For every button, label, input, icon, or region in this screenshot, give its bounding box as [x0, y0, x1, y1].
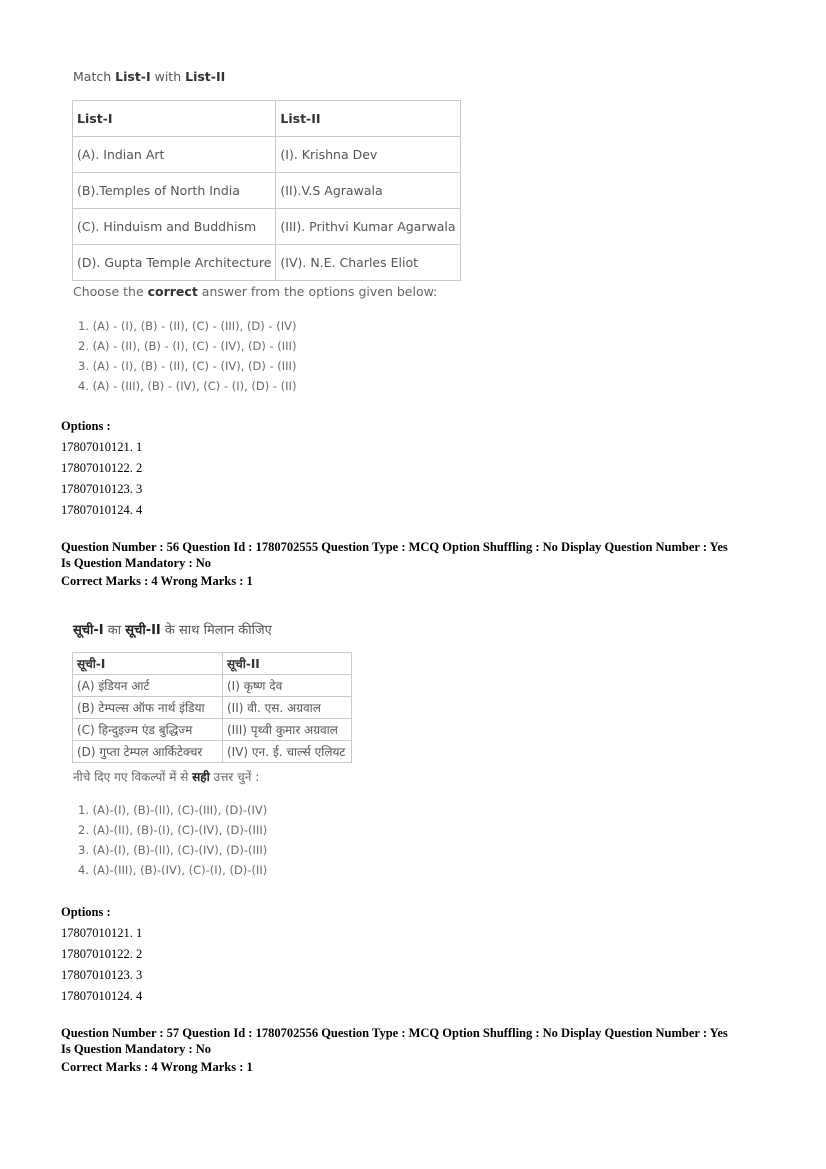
question-meta: [61, 538, 728, 591]
match-table-en: [72, 100, 461, 281]
answer-option: 1. (A) - (I), (B) - (II), (C) - (III), (D) - (IV): [78, 319, 297, 333]
question-meta-line: Question Number : 57 Question Id : 1780702556 Question Type : MCQ Option Shuffling : No Display Question Number : Yes: [61, 1026, 728, 1040]
question-meta-line: Correct Marks : 4 Wrong Marks : 1: [61, 1060, 253, 1074]
answer-options-en: [78, 316, 296, 396]
option-id: 17807010122. 2: [61, 947, 143, 961]
table-cell: (I). Krishna Dev: [276, 137, 460, 173]
answer-option: 3. (A)-(I), (B)-(II), (C)-(IV), (D)-(III): [78, 843, 268, 857]
answer-option: 2. (A)-(II), (B)-(I), (C)-(IV), (D)-(III): [78, 823, 268, 837]
table-header-cell: सूची-I: [73, 653, 223, 675]
table-header-cell: List-II: [276, 101, 460, 137]
question-intro-en: Match List-I with List-II: [73, 69, 226, 84]
table-header-row: [73, 653, 352, 675]
table-cell: (C). Hinduism and Buddhism: [73, 209, 276, 245]
option-id: 17807010124. 4: [61, 989, 143, 1003]
table-row: [73, 697, 352, 719]
table-cell: (B).Temples of North India: [73, 173, 276, 209]
answer-option: 4. (A)-(III), (B)-(IV), (C)-(I), (D)-(II): [78, 863, 268, 877]
options-block: [61, 903, 142, 1006]
answer-option: 2. (A) - (II), (B) - (I), (C) - (IV), (D) - (III): [78, 339, 297, 353]
table-cell: (III). Prithvi Kumar Agarwala: [276, 209, 460, 245]
table-cell: (A). Indian Art: [73, 137, 276, 173]
table-cell: (A) इंडियन आर्ट: [73, 675, 223, 697]
option-id: 17807010121. 1: [61, 440, 143, 454]
table-cell: (I) कृष्ण देव: [223, 675, 352, 697]
table-cell: (B) टेम्पल्स ऑफ नार्थ इंडिया: [73, 697, 223, 719]
match-table-hi: [72, 652, 352, 763]
option-id: 17807010123. 3: [61, 968, 143, 982]
options-label: Options :: [61, 905, 111, 919]
question-intro-hi: सूची-I का सूची-II के साथ मिलान कीजिए: [73, 623, 272, 638]
table-cell: (II) वी. एस. अग्रवाल: [223, 697, 352, 719]
table-cell: (II).V.S Agrawala: [276, 173, 460, 209]
table-cell: (C) हिन्दुइज्म एंड बुद्धिज्म: [73, 719, 223, 741]
table-row: [73, 173, 461, 209]
table-cell: (IV). N.E. Charles Eliot: [276, 245, 460, 281]
table-cell: (D) गुप्ता टेम्पल आर्किटेक्चर: [73, 741, 223, 763]
table-row: [73, 741, 352, 763]
options-label: Options :: [61, 419, 111, 433]
answer-option: 3. (A) - (I), (B) - (II), (C) - (IV), (D) - (III): [78, 359, 297, 373]
choose-instruction-en: Choose the correct answer from the options given below:: [73, 284, 438, 299]
option-id: 17807010123. 3: [61, 482, 143, 496]
answer-option: 1. (A)-(I), (B)-(II), (C)-(III), (D)-(IV): [78, 803, 268, 817]
options-block: [61, 417, 142, 520]
table-row: [73, 137, 461, 173]
option-id: 17807010121. 1: [61, 926, 143, 940]
answer-options-hi: [78, 800, 267, 880]
table-cell: (IV) एन. ई. चार्ल्स एलियट: [223, 741, 352, 763]
table-cell: (III) पृथ्वी कुमार अग्रवाल: [223, 719, 352, 741]
question-meta-line: Correct Marks : 4 Wrong Marks : 1: [61, 574, 253, 588]
answer-option: 4. (A) - (III), (B) - (IV), (C) - (I), (D) - (II): [78, 379, 297, 393]
question-meta-line: Is Question Mandatory : No: [61, 556, 212, 570]
question-meta-line: Question Number : 56 Question Id : 1780702555 Question Type : MCQ Option Shuffling : No Display Question Number : Yes: [61, 540, 728, 554]
table-header-row: [73, 101, 461, 137]
choose-instruction-hi: नीचे दिए गए विकल्पों में से सही उत्तर चुनें :: [73, 770, 260, 784]
table-row: [73, 719, 352, 741]
table-row: [73, 245, 461, 281]
option-id: 17807010124. 4: [61, 503, 143, 517]
table-row: [73, 209, 461, 245]
table-row: [73, 675, 352, 697]
option-id: 17807010122. 2: [61, 461, 143, 475]
question-meta-line: Is Question Mandatory : No: [61, 1042, 212, 1056]
table-header-cell: List-I: [73, 101, 276, 137]
table-cell: (D). Gupta Temple Architecture: [73, 245, 276, 281]
question-meta: [61, 1024, 728, 1077]
table-header-cell: सूची-II: [223, 653, 352, 675]
